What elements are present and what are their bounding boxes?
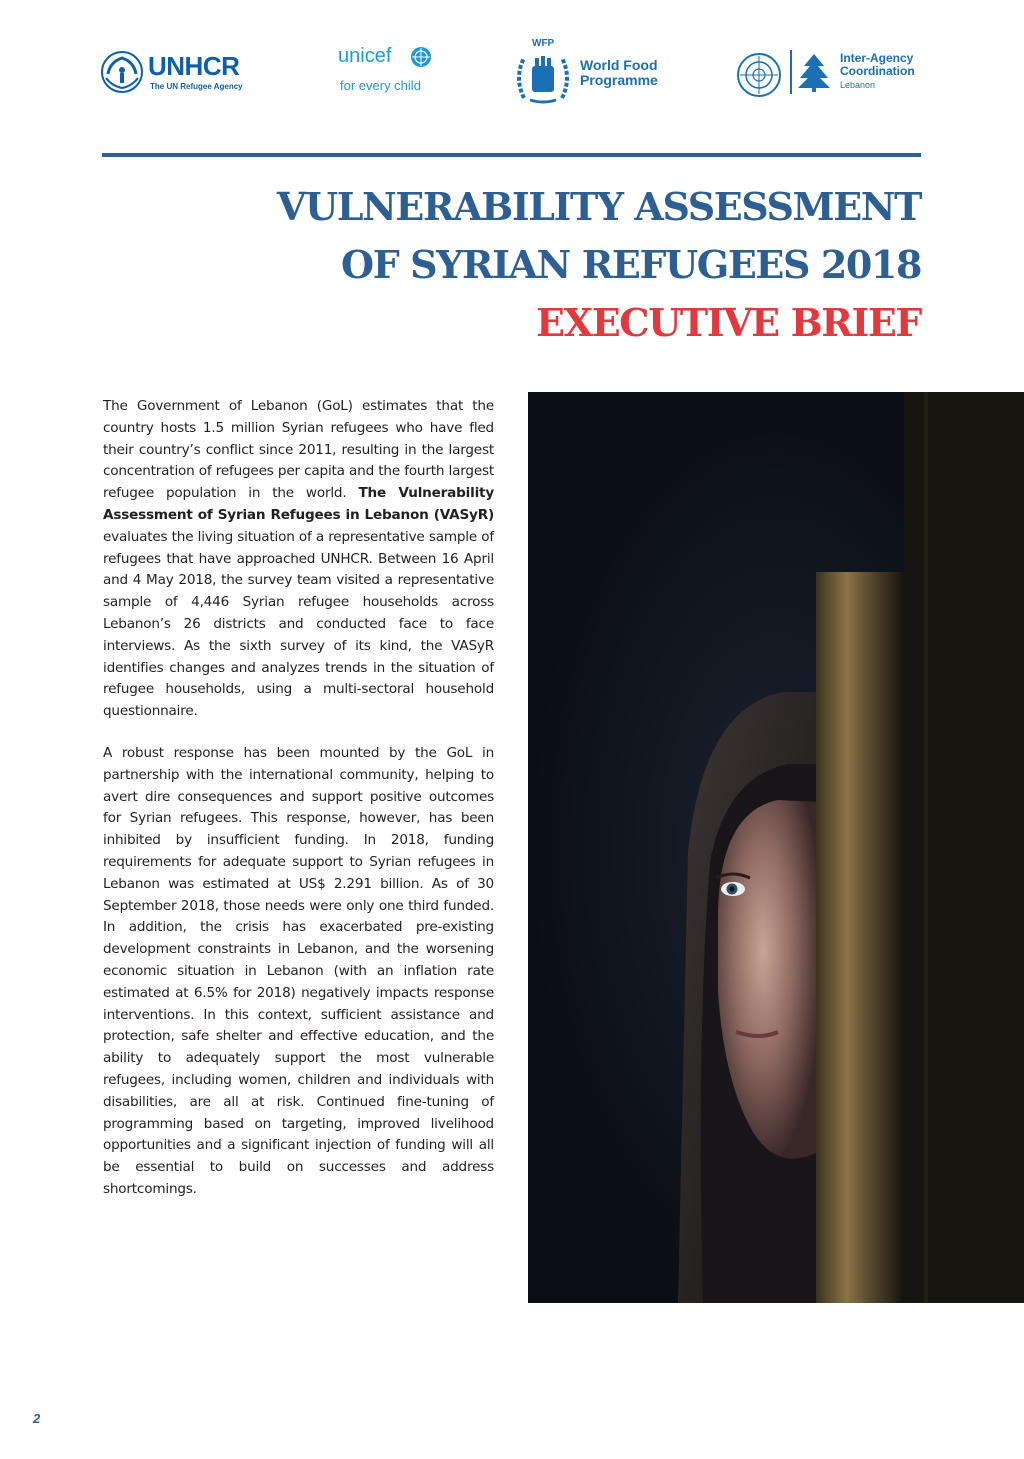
paragraph-1-intro: The Government of Lebanon (GoL) estimates that the country hosts 1.5 million Syrian refugees who have fled their country’s conflict since 2011, resulting in the largest concentration of refugees per capita and the fourth largest refugee population in the world.: [103, 398, 494, 502]
inter-agency-line2: Coordination: [840, 64, 915, 78]
unhcr-emblem-icon: [100, 50, 144, 94]
inter-agency-line3: Lebanon: [840, 80, 876, 90]
inter-agency-line1: Inter-Agency: [840, 51, 914, 65]
unhcr-name: UNHCR: [148, 51, 240, 81]
paragraph-1: [103, 396, 494, 723]
wfp-name: [580, 58, 658, 88]
unicef-globe-icon: [410, 46, 432, 68]
paragraph-2: A robust response has been mounted by the GoL in partnership with the international community, helping to avert dire consequences and support positive outcomes for Syrian refugees. This response, however, has been inhibited by insufficient funding. In 2018, funding requirements for adequate support to Syrian refugees in Lebanon was estimated at US$ 2.291 billion. As of 30 September 2018, those needs were only one third funded. In addition, the crisis has exacerbated pre-existing development constraints in Lebanon, and the worsening economic situation in Lebanon (with an inflation rate estimated at 6.5% for 2018) negatively impacts response interventions. In this context, sufficient assistance and protection, safe shelter and effective education, and the ability to adequately support the most vulnerable refugees, including women, children and individuals with disabilities, are all at risk. Continued fine-tuning of programming based on targeting, improved livelihood opportunities and a significant injection of funding will all be essential to build on successes and address shortcomings.: [103, 744, 494, 1197]
wfp-logo: [512, 38, 672, 108]
paragraph-1-bold: The Vulnerability Assessment of Syrian Refugees in Lebanon (VASyR): [103, 485, 494, 523]
header-divider: [102, 153, 921, 157]
unhcr-logo: [100, 38, 270, 108]
unhcr-subtitle: The UN Refugee Agency: [150, 82, 243, 91]
unicef-tagline: for every child: [340, 78, 421, 93]
inter-agency-name: [840, 52, 915, 78]
wfp-name-line1: World Food: [580, 57, 658, 73]
wfp-wreath-icon: [512, 48, 574, 104]
wfp-acronym: WFP: [532, 38, 555, 49]
title-line-2: OF SYRIAN REFUGEES 2018: [341, 242, 921, 287]
wfp-name-line2: Programme: [580, 72, 658, 88]
logo-bar: [100, 38, 922, 108]
un-emblem-icon: [736, 52, 782, 98]
portrait-illustration: [528, 392, 1024, 1303]
paragraph-1-rest: evaluates the living situation of a representative sample of refugees that have approached UNHCR. Between 16 April and 4 May 2018, the survey team visited a representative sample of 4,446 Syrian refugee households across Lebanon’s 26 districts and conducted face to face interviews. As the sixth survey of its kind, the VASyR identifies changes and analyzes trends in the situation of refugee households, using a multi-sectoral household questionnaire.: [103, 528, 494, 720]
unicef-name: unicef: [338, 45, 392, 67]
inter-agency-logo: [736, 38, 922, 108]
refugee-portrait-photo: [528, 392, 1024, 1303]
body-text: [103, 396, 494, 1221]
unicef-logo: [338, 38, 438, 108]
title-line-1: VULNERABILITY ASSESSMENT: [276, 184, 921, 229]
logo-separator: [790, 50, 792, 94]
title-line-3: EXECUTIVE BRIEF: [536, 300, 921, 345]
cedar-icon: [796, 52, 832, 92]
page-number: 2: [33, 1411, 41, 1426]
page-title: [121, 178, 921, 352]
